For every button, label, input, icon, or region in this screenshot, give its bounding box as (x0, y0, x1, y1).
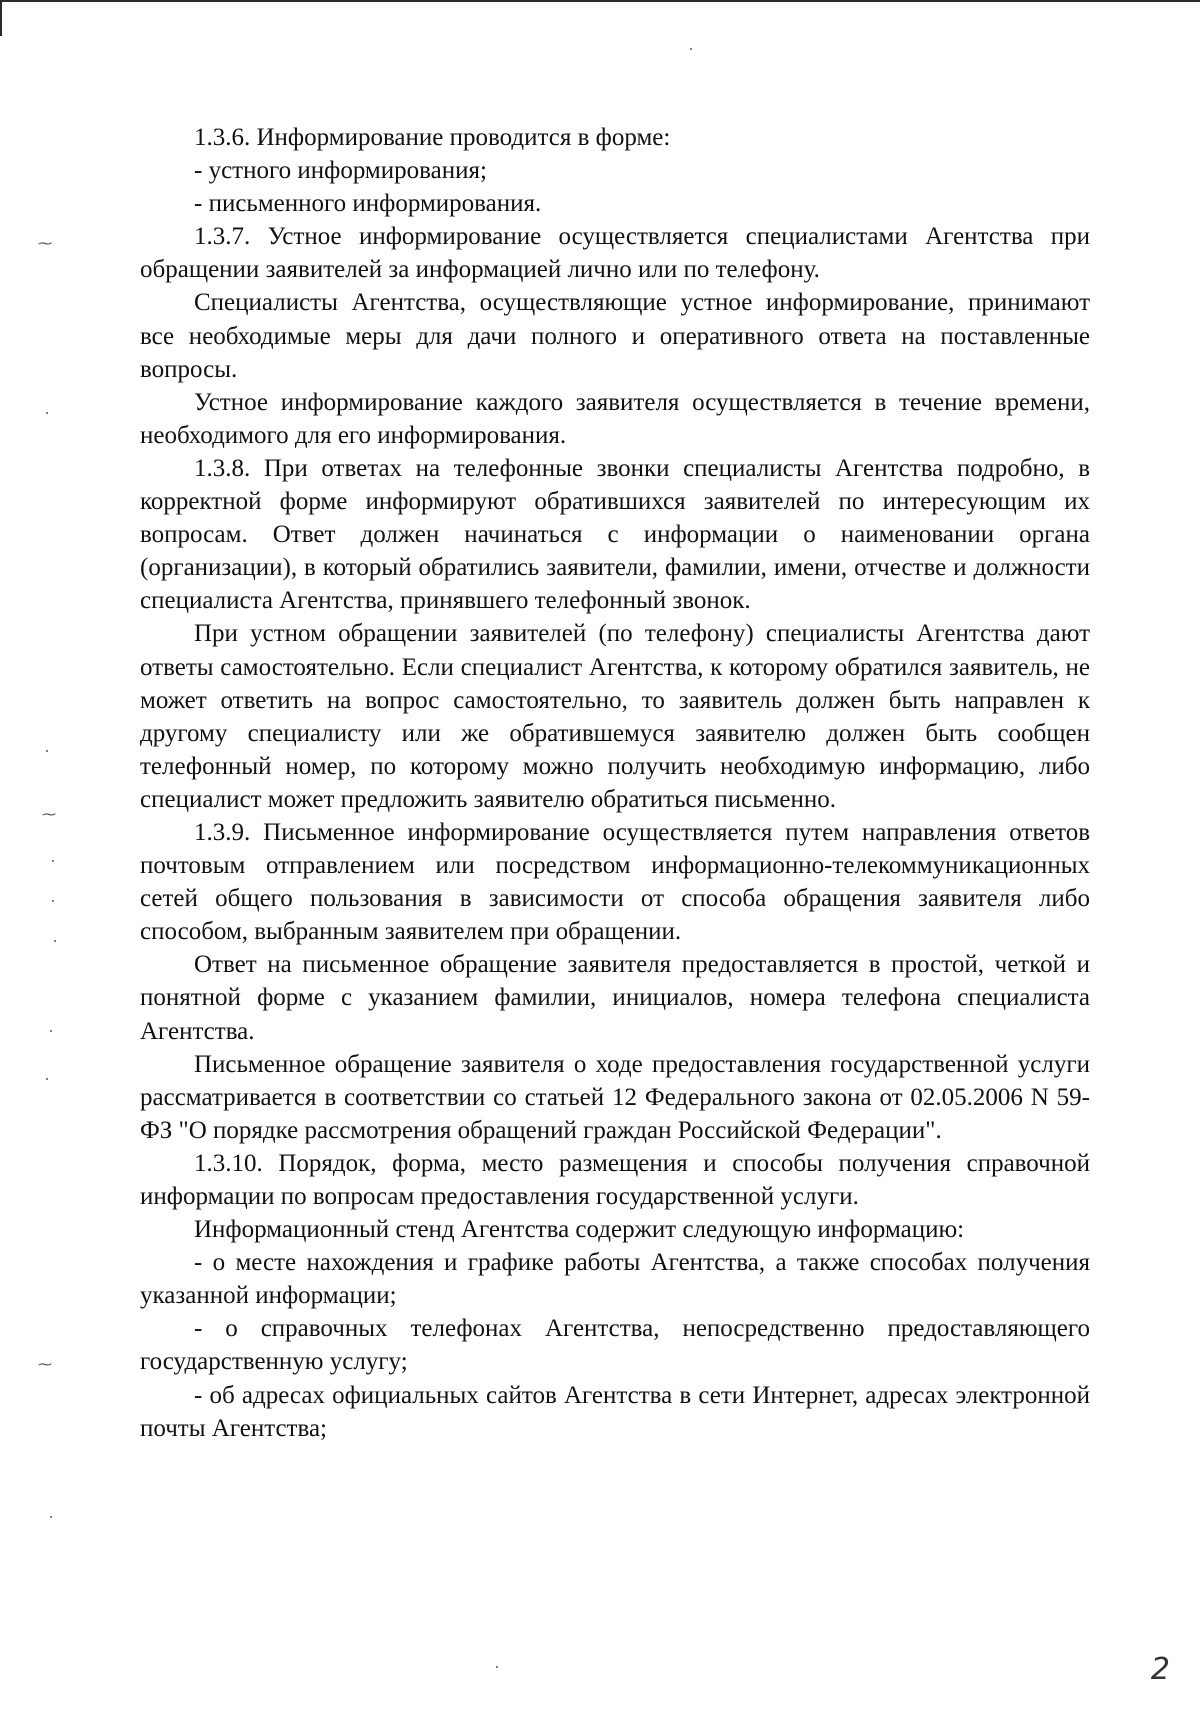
paragraph-written-appeal: Письменное обращение заявителя о ходе предоставления государственной услуги рассматривается в соответствии со статьей 12 Федерального закона от 02.05.2006 N 59-ФЗ "О порядке рассмотрения обращений граждан Российской Федерации". (140, 1050, 1090, 1144)
paragraph-1-3-7: 1.3.7. Устное информирование осуществляется специалистами Агентства при обращении заявителей за информацией лично или по телефону. (140, 223, 1090, 284)
scan-artifact (50, 1030, 52, 1032)
paragraph-specialists: Специалисты Агентства, осуществляющие устное информирование, принимают все необходимые меры для дачи полного и оперативного ответа на поставленные вопросы. (140, 289, 1090, 383)
scan-artifact (52, 900, 54, 902)
paragraph-oral-appeal: При устном обращении заявителей (по телефону) специалисты Агентства дают ответы самостоятельно. Если специалист Агентства, к которому обратился заявитель, не может ответить на вопрос самостоятельно, то заявитель должен быть направлен к другому специалисту или же обратившемуся заявителю должен быть сообщен телефонный номер, по которому можно получить необходимую информацию, либо специалист может предложить заявителю обратиться письменно. (140, 620, 1090, 813)
scan-artifact (52, 860, 54, 862)
list-item-location: - о месте нахождения и графике работы Агентства, а также способах получения указанной информации; (140, 1249, 1090, 1310)
scan-artifact (54, 940, 56, 942)
list-item-written: - письменного информирования. (194, 190, 542, 218)
list-item-oral: - устного информирования; (194, 157, 487, 185)
list-item-websites: - об адресах официальных сайтов Агентства в сети Интернет, адресах электронной почты Агентства; (140, 1381, 1090, 1442)
scan-top-border (0, 0, 1200, 2)
scan-artifact (46, 750, 48, 752)
scan-artifact (46, 1078, 48, 1080)
scan-artifact (46, 412, 48, 414)
page-number: 2 (1150, 1652, 1170, 1687)
scan-artifact (50, 1516, 52, 1518)
scan-artifact (690, 48, 692, 50)
paragraph-info-stand: Информационный стенд Агентства содержит следующую информацию: (194, 1216, 965, 1244)
paragraph-1-3-10: 1.3.10. Порядок, форма, место размещения и способы получения справочной информации по вопросам предоставления государственной услуги. (140, 1149, 1090, 1210)
document-body (140, 121, 1090, 1445)
paragraph-1-3-9: 1.3.9. Письменное информирование осуществляется путем направления ответов почтовым отправлением или посредством информационно-телекоммуникационных сетей общего пользования в зависимости от способа обращения заявителя либо способом, выбранным заявителем при обращении. (140, 818, 1090, 946)
paragraph-written-answer: Ответ на письменное обращение заявителя предоставляется в простой, четкой и понятной форме с указанием фамилии, инициалов, номера телефона специалиста Агентства. (140, 951, 1090, 1045)
scan-left-border (0, 0, 2, 36)
scan-artifact: ⁓ (42, 807, 56, 823)
list-item-phones: - о справочных телефонах Агентства, непосредственно предоставляющего государственную услугу; (140, 1315, 1090, 1376)
paragraph-oral-duration: Устное информирование каждого заявителя осуществляется в течение времени, необходимого для его информирования. (140, 388, 1090, 449)
paragraph-1-3-6: 1.3.6. Информирование проводится в форме: (194, 124, 671, 151)
scan-artifact: ⁓ (38, 1357, 52, 1373)
scan-artifact: ⁓ (38, 236, 52, 252)
paragraph-1-3-8: 1.3.8. При ответах на телефонные звонки специалисты Агентства подробно, в корректной форме информируют обратившихся заявителей по интересующим их вопросам. Ответ должен начинаться с информации о наименовании органа (организации), в который обратились заявители, фамилии, имени, отчестве и должности специалиста Агентства, принявшего телефонный звонок. (140, 454, 1090, 615)
scan-artifact (496, 1666, 498, 1668)
